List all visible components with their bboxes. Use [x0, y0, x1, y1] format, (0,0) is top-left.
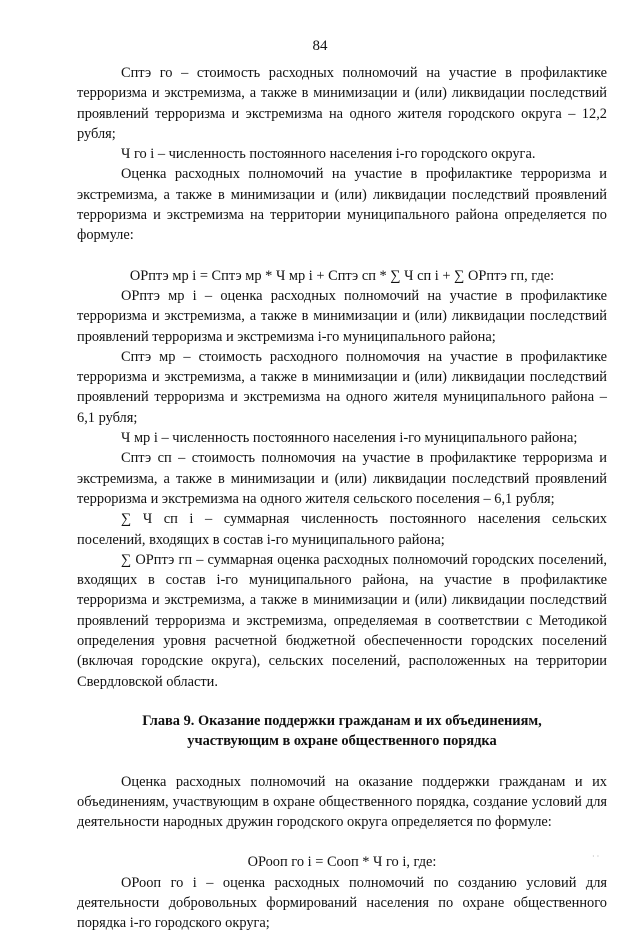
paragraph: Оценка расходных полномочий на участие в профилактике терроризма и экстремизма, а также в минимизации и (или) ликвидации последствий проявлений терроризма и экстремизма на территории муниципального района определяется по формуле:	[77, 166, 607, 244]
paragraph: Сптэ го – стоимость расходных полномочий на участие в профилактике терроризма и экстремизма, а также в минимизации и (или) ликвидации последствий проявлений терроризма и экстремизма на одного жителя городского округа – 12,2 рубля;	[77, 65, 607, 142]
paragraph: Сптэ сп – стоимость полномочия на участие в профилактике терроризма и экстремизма, а также в минимизации и (или) ликвидации последствий проявлений терроризма и экстремизма на одного жителя сельского поселения – 6,1 рубля;	[77, 450, 607, 507]
chapter-heading	[77, 711, 607, 752]
paragraph: Ч го i – численность постоянного населения i-го городского округа.	[121, 146, 536, 163]
page-number: 84	[312, 38, 328, 54]
chapter-title-line-2: участвующим в охране общественного порядка	[187, 733, 497, 750]
paragraph: Сптэ мр – стоимость расходного полномочия на участие в профилактике терроризма и экстремизма, а также в минимизации и (или) ликвидации последствий проявлений терроризма и экстремизма на одного жителя муниципального района – 6,1 рубля;	[77, 348, 607, 426]
paragraph: Оценка расходных полномочий на оказание поддержки гражданам и их объединениям, участвующим в охране общественного порядка, создание условий для деятельности народных дружин городского округа определяется по формуле:	[77, 773, 607, 831]
document-body	[77, 63, 607, 934]
paragraph: ∑ ОРптэ гп – суммарная оценка расходных полномочий городских поселений, входящих в состав i-го муниципального района, на участие в профилактике терроризма и экстремизма, а также в минимизации и (или) ликвидации последствий проявлений терроризма и экстремизма, определяемая в соответствии с Методикой определения уровня расчетной бюджетной обеспеченности городских поселений (включая городские округа), сельских поселений, расположенных на территории Свердловской области.	[77, 551, 607, 690]
paragraph: ОРооп го i – оценка расходных полномочий по созданию условий для деятельности добровольных формирований населения по охране общественного порядка i-го городского округа;	[77, 874, 607, 932]
chapter-title-line-1: Глава 9. Оказание поддержки гражданам и их объединениям,	[142, 712, 542, 729]
paragraph: Ч мр i – численность постоянного населения i-го муниципального района;	[121, 430, 578, 447]
formula: ОРооп го i = Сооп * Ч го i, где:	[247, 854, 437, 871]
scan-artifact: · ·	[592, 852, 600, 861]
paragraph: ОРптэ мр i – оценка расходных полномочий на участие в профилактике терроризма и экстремизма, а также в минимизации и (или) ликвидации последствий проявлений терроризма и экстремизма i-го муниципального района;	[77, 287, 607, 345]
paragraph: ∑ Ч сп i – суммарная численность постоянного населения сельских поселений, входящих в состав i-го муниципального района;	[77, 511, 607, 548]
formula: ОРптэ мр i = Сптэ мр * Ч мр i + Сптэ сп * ∑ Ч сп i + ∑ ОРптэ гп, где:	[129, 267, 555, 284]
